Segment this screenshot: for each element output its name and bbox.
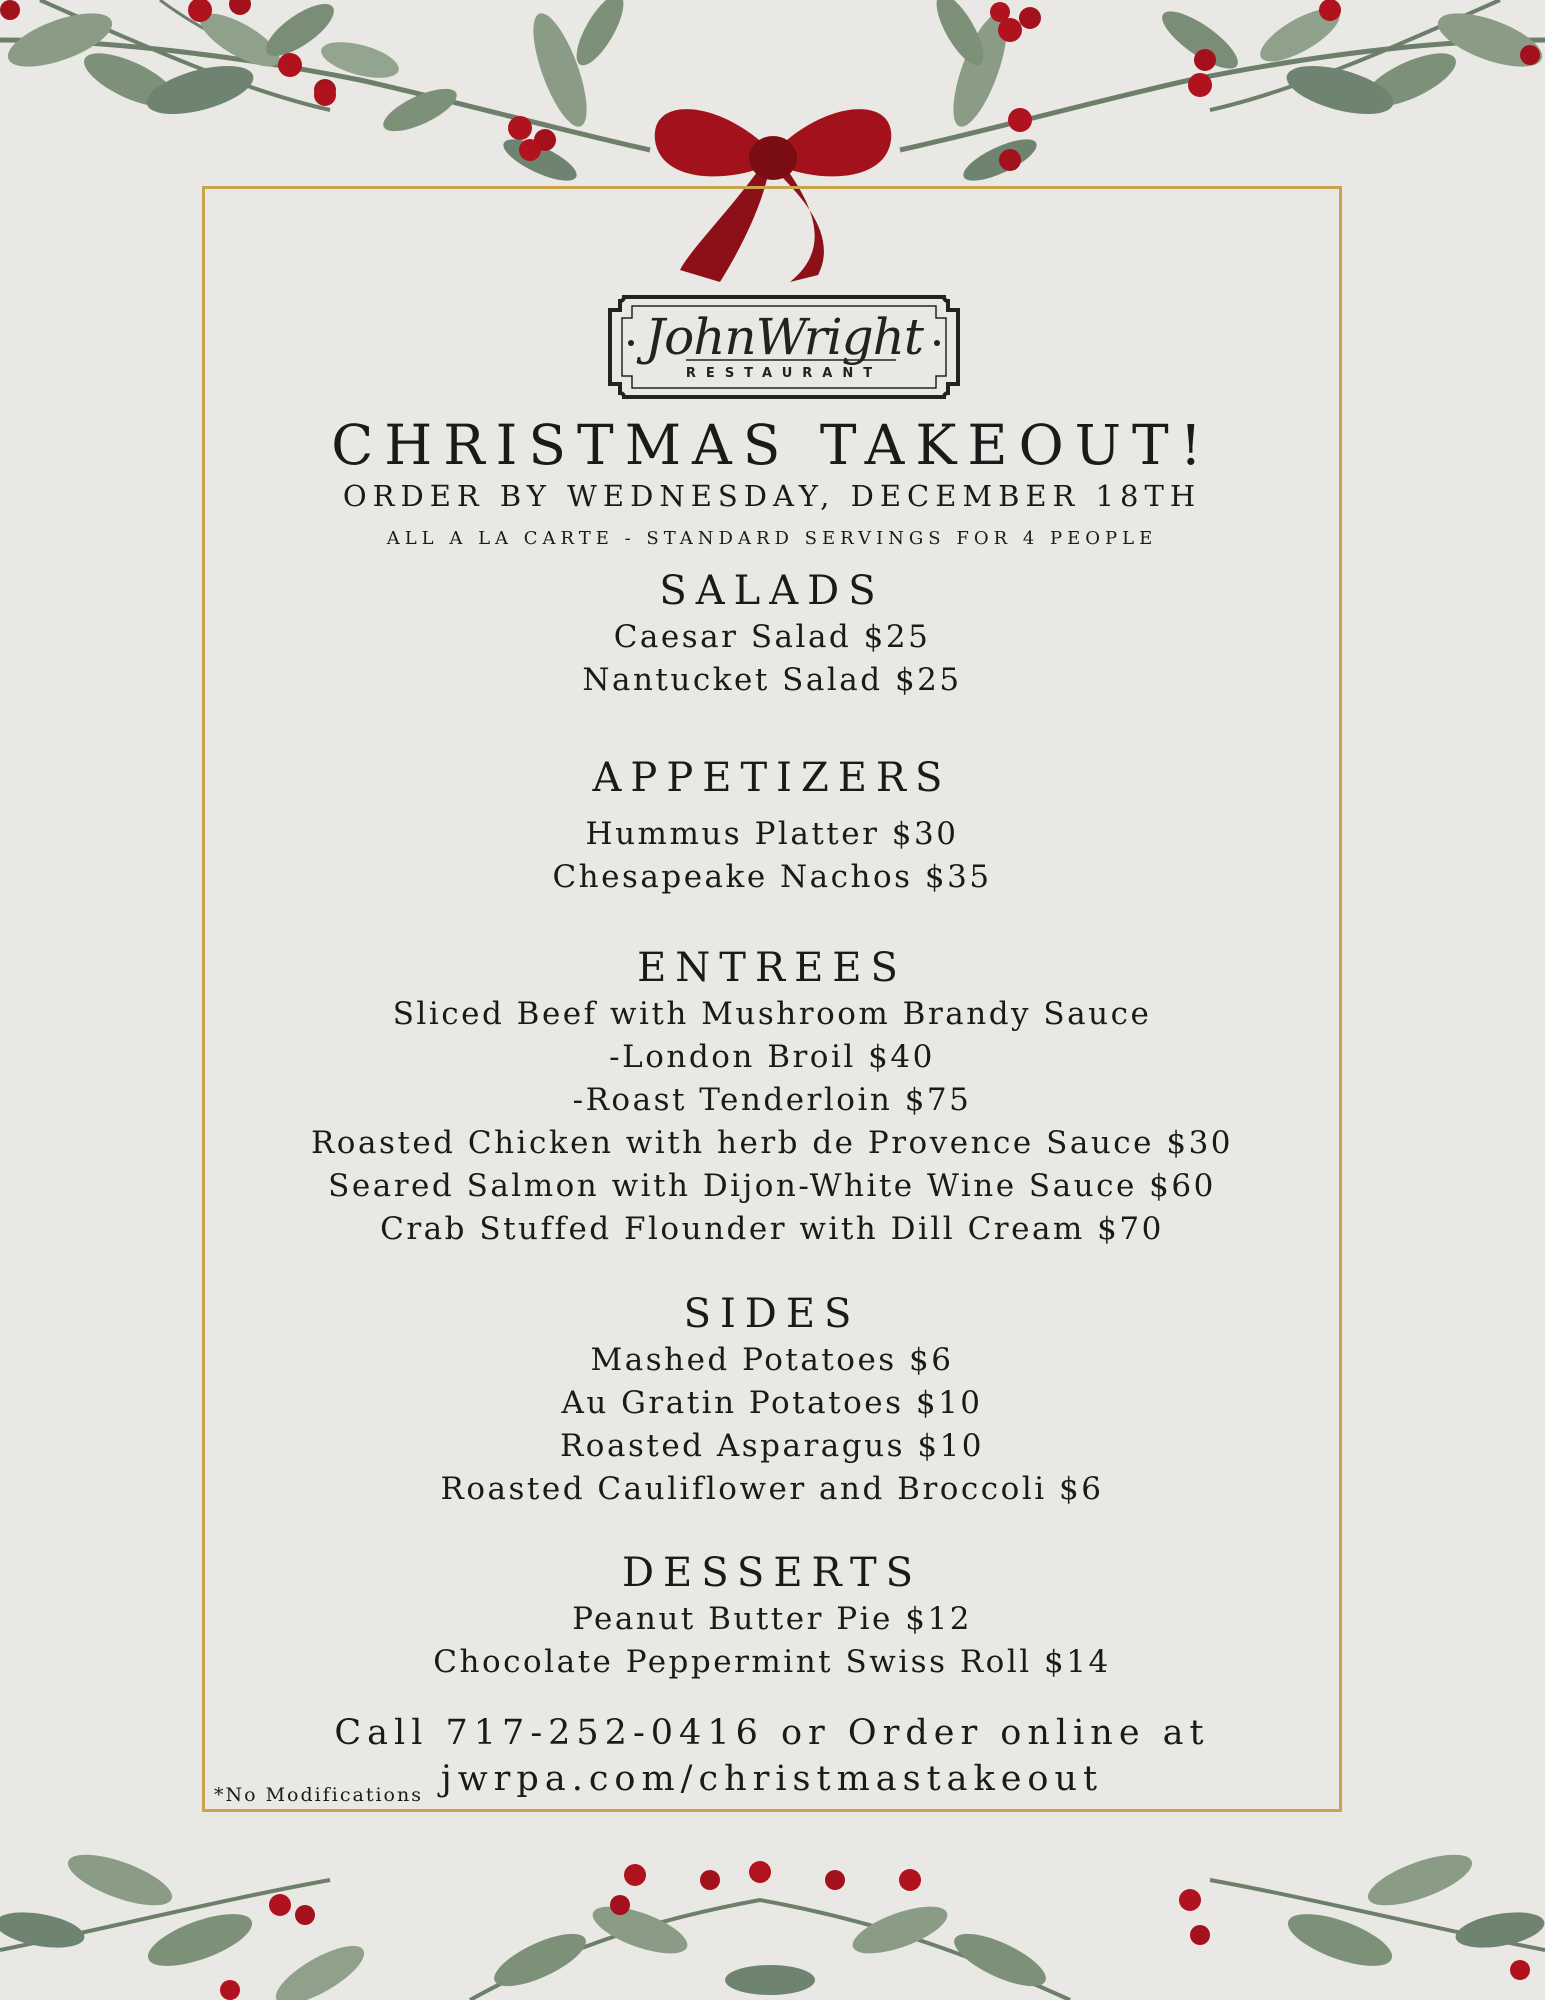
menu-item: Caesar Salad $25 — [613, 619, 931, 655]
no-modifications-note: *No Modifications — [214, 1784, 423, 1806]
menu-item: Crab Stuffed Flounder with Dill Cream $70 — [380, 1211, 1164, 1247]
menu-item: Roasted Chicken with herb de Provence Sauce $30 — [310, 1125, 1234, 1161]
menu-item: Hummus Platter $30 — [585, 816, 959, 852]
top-left-foliage — [0, 0, 650, 189]
section-heading-salads: SALADS — [659, 568, 885, 614]
logo-subtitle: RESTAURANT — [685, 366, 883, 381]
menu-item: Peanut Butter Pie $12 — [572, 1601, 972, 1637]
serving-note: ALL A LA CARTE - STANDARD SERVINGS FOR 4 PEOPLE — [386, 528, 1158, 549]
menu-item: Roasted Cauliflower and Broccoli $6 — [440, 1471, 1104, 1507]
menu-item: Seared Salmon with Dijon-White Wine Sauce $60 — [328, 1168, 1216, 1204]
menu-item: Chesapeake Nachos $35 — [552, 859, 992, 895]
section-heading-entrees: ENTREES — [637, 945, 907, 991]
top-right-foliage — [900, 0, 1545, 189]
menu-title: CHRISTMAS TAKEOUT! — [331, 413, 1213, 477]
order-phone-line: Call 717-252-0416 or Order online at — [334, 1713, 1210, 1753]
restaurant-logo — [606, 294, 962, 400]
section-heading-appetizers: APPETIZERS — [592, 755, 952, 801]
section-heading-desserts: DESSERTS — [621, 1550, 923, 1596]
section-heading-sides: SIDES — [683, 1291, 861, 1337]
logo-name: JohnWright — [645, 308, 923, 366]
menu-item: Mashed Potatoes $6 — [590, 1342, 954, 1378]
bottom-foliage — [0, 1844, 1545, 2000]
menu-item: Roasted Asparagus $10 — [559, 1428, 985, 1464]
menu-item: Sliced Beef with Mushroom Brandy Sauce — [392, 996, 1152, 1032]
order-deadline: ORDER BY WEDNESDAY, DECEMBER 18TH — [342, 479, 1202, 513]
menu-item: Au Gratin Potatoes $10 — [561, 1385, 983, 1421]
menu-item: Nantucket Salad $25 — [582, 662, 962, 698]
menu-item: Chocolate Peppermint Swiss Roll $14 — [433, 1644, 1111, 1680]
menu-item: -London Broil $40 — [609, 1039, 935, 1075]
order-url[interactable]: jwrpa.com/christmastakeout — [440, 1759, 1104, 1799]
menu-item: -Roast Tenderloin $75 — [572, 1082, 972, 1118]
